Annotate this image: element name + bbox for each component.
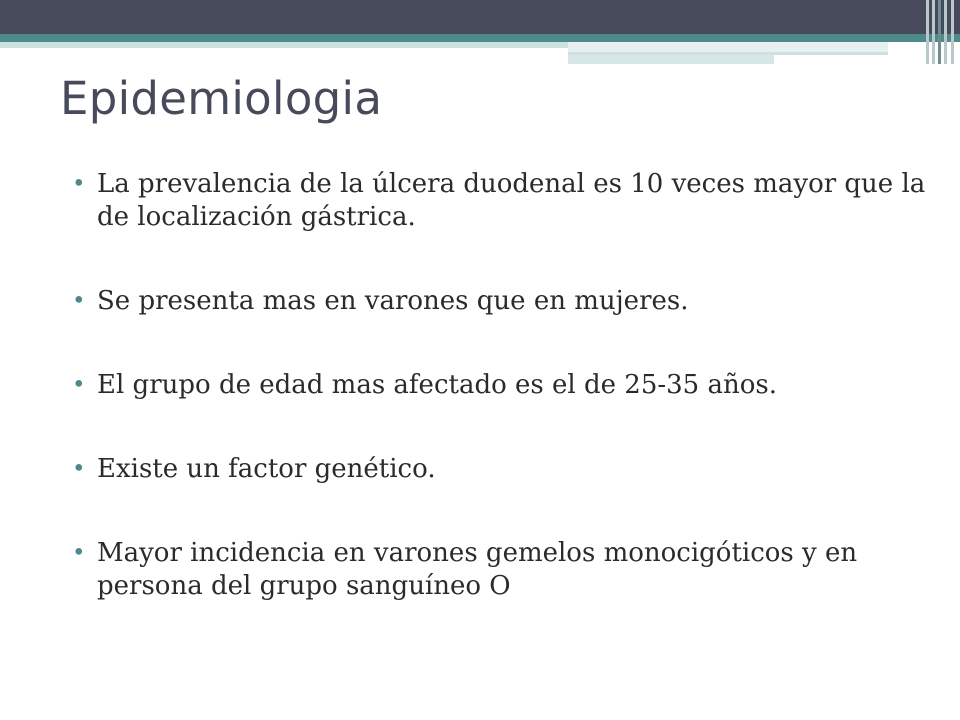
corner-line <box>932 0 935 64</box>
bullet-item: • Se presenta mas en varones que en mujeres. <box>70 285 930 318</box>
corner-line <box>926 0 929 64</box>
header-stripe-right-bottom <box>568 55 774 64</box>
bullet-item: • Existe un factor genético. <box>70 453 930 486</box>
bullet-list <box>70 168 930 603</box>
corner-line <box>944 0 947 64</box>
corner-line <box>951 0 954 64</box>
slide-title: Epidemiologia <box>60 72 383 125</box>
header-band <box>0 0 960 34</box>
corner-line <box>938 0 941 64</box>
header-stripe-right-top <box>568 42 888 52</box>
bullet-item: • El grupo de edad mas afectado es el de 25-35 años. <box>70 369 930 402</box>
header-stripe-left <box>0 42 568 48</box>
bullet-item: • La prevalencia de la úlcera duodenal es 10 veces mayor que la de localización gástrica. <box>70 168 930 234</box>
bullet-item: • Mayor incidencia en varones gemelos monocigóticos y en persona del grupo sanguíneo O <box>70 537 930 603</box>
accent-band <box>0 34 960 42</box>
corner-decoration <box>924 0 960 64</box>
